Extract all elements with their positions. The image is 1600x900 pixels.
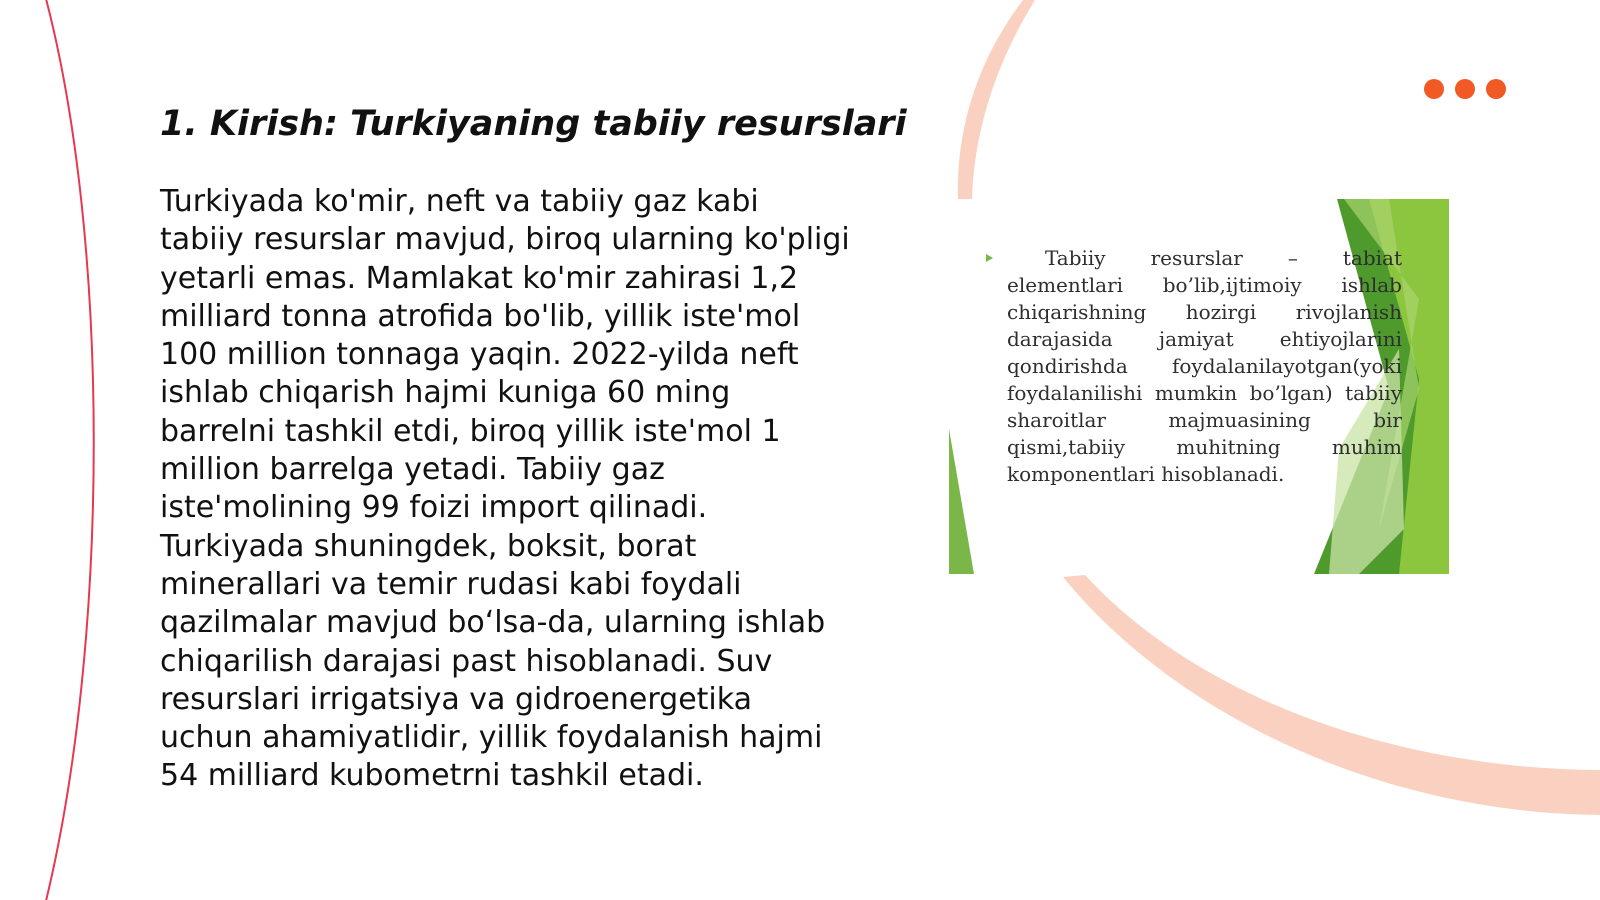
dot-2 xyxy=(1455,79,1475,99)
definition-card xyxy=(949,199,1449,574)
slide-body-text: Turkiyada ko'mir, neft va tabiiy gaz kabi tabiiy resurslar mavjud, biroq ularning ko'pligi yetarli emas. Mamlakat ko'mir zahirasi 1,2 milliard tonna atrofida bo'lib, yillik iste'mol 100 million tonnaga yaqin. 2022-yilda neft ishlab chiqarish hajmi kuniga 60 ming barrelni tashkil etdi, biroq yillik iste'mol 1 million barrelga yetadi. Tabiiy gaz iste'molining 99 foizi import qilinadi. Turkiyada shuningdek, boksit, borat minerallari va temir rudasi kabi foydali qazilmalar mavjud bo‘lsa-da, ularning ishlab chiqarilish darajasi past hisoblanadi. Suv resurslari irrigatsiya va gidroenergetika uchun ahamiyatlidir, yillik foydalanish hajmi 54 milliard kubometrni tashkil etadi. xyxy=(160,184,850,794)
dot-1 xyxy=(1424,79,1444,99)
left-curve-line xyxy=(45,0,94,900)
green-triangle-bullet-icon xyxy=(986,254,993,262)
dot-3 xyxy=(1486,79,1506,99)
peach-arc-bottom xyxy=(1063,575,1600,815)
more-options-dots-icon xyxy=(1424,79,1506,99)
peach-arc xyxy=(958,0,1048,200)
slide-title: 1. Kirish: Turkiyaning tabiiy resurslari xyxy=(160,104,907,144)
green-shape-left xyxy=(949,429,974,574)
card-definition-text: Tabiiy resurslar – tabiat elementlari bo’lib,ijtimoiy ishlab chiqarishning hozirgi rivojlanish darajasida jamiyat ehtiyojlarini qondirishda foydalanilayotgan(yoki foydalanilishi mumkin bo’lgan) tabiiy sharoitlar majmuasining bir qismi,tabiiy muhitning muhim komponentlari hisoblanadi. xyxy=(1007,246,1402,486)
